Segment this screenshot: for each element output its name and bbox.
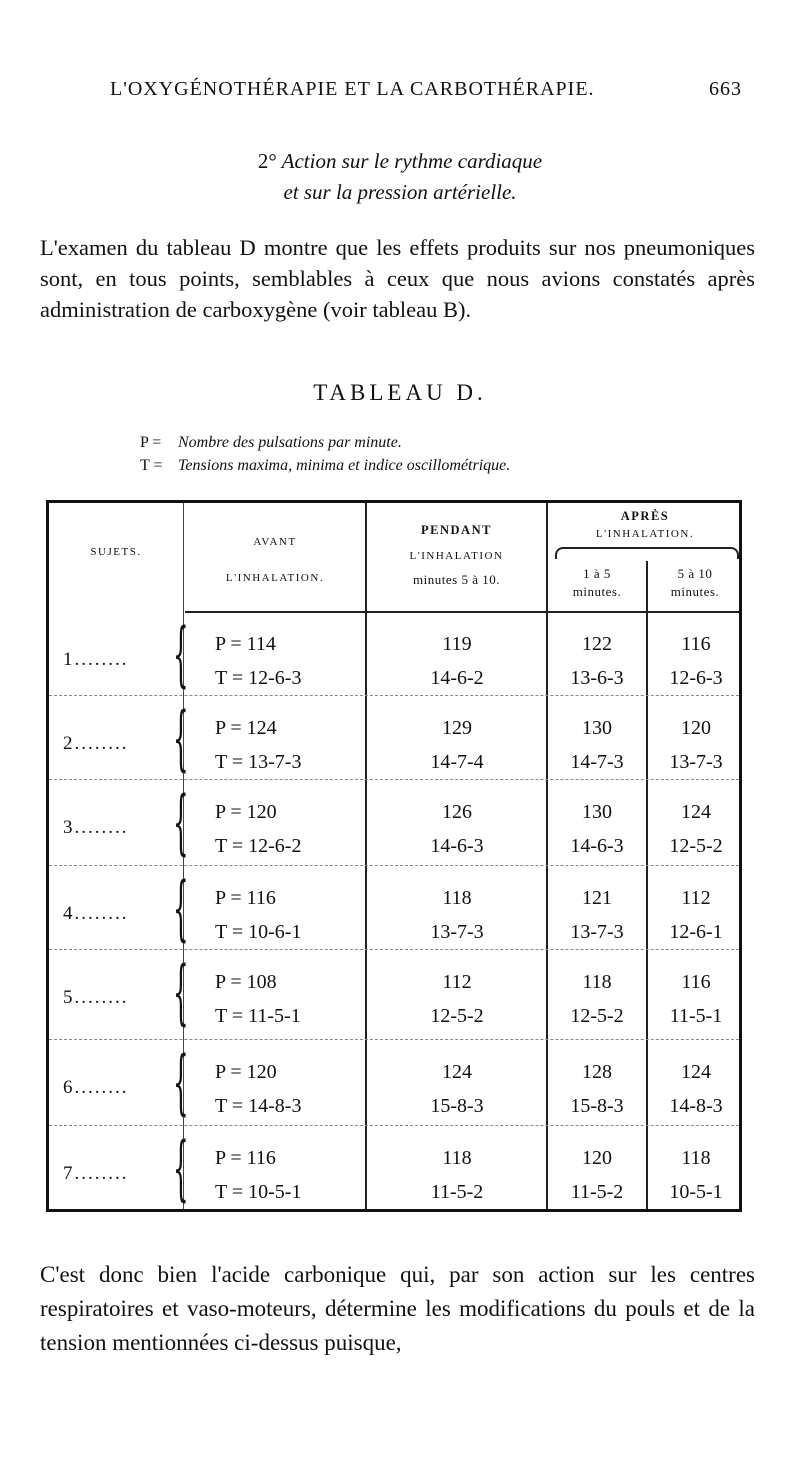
apres2-p: 116 xyxy=(681,971,711,993)
avant-p: P = 116 xyxy=(215,887,276,909)
pendant-t: 14-6-2 xyxy=(430,667,484,689)
pendant-t: 14-6-3 xyxy=(430,835,484,857)
header-apres-2: L'INHALATION. xyxy=(595,528,695,540)
apres2-t: 12-5-2 xyxy=(669,835,723,857)
apres2-p: 118 xyxy=(681,1147,711,1169)
apres1-p: 120 xyxy=(582,1147,612,1169)
avant-t: T = 12-6-2 xyxy=(215,835,302,857)
pendant-t: 13-7-3 xyxy=(430,921,484,943)
subject-label: 6........ xyxy=(63,1077,129,1098)
section-title-line1: Action sur le rythme cardiaque xyxy=(281,149,543,173)
apres1-p: 122 xyxy=(582,633,612,655)
apres2-p: 112 xyxy=(681,887,711,909)
apres1-p: 118 xyxy=(582,971,612,993)
apres2-t: 12-6-3 xyxy=(669,667,723,689)
brace: { xyxy=(173,613,189,695)
running-title: L'OXYGÉNOTHÉRAPIE ET LA CARBOTHÉRAPIE. xyxy=(110,78,595,100)
header-pendant-2: L'INHALATION xyxy=(409,550,504,562)
apres1-t: 14-6-3 xyxy=(570,835,624,857)
pendant-p: 126 xyxy=(442,801,472,823)
header-avant: AVANT xyxy=(253,536,297,548)
apres2-p: 120 xyxy=(681,717,711,739)
brace: { xyxy=(173,781,189,863)
table-row xyxy=(49,1127,739,1233)
subject-label: 1........ xyxy=(63,649,129,670)
header-apres-b-2: minutes. xyxy=(670,584,720,599)
brace: { xyxy=(173,867,189,949)
running-head xyxy=(110,78,742,101)
row-divider xyxy=(49,1125,739,1126)
pendant-t: 15-8-3 xyxy=(430,1095,484,1117)
apres1-t: 13-7-3 xyxy=(570,921,624,943)
row-divider xyxy=(49,949,739,950)
data-table xyxy=(46,500,742,1212)
avant-t: T = 11-5-1 xyxy=(215,1005,301,1027)
avant-p: P = 114 xyxy=(215,633,276,655)
row-divider xyxy=(49,779,739,780)
avant-p: P = 124 xyxy=(215,717,277,739)
legend-p xyxy=(140,432,402,454)
header-apres-brace xyxy=(555,547,739,559)
subject-label: 2........ xyxy=(63,733,129,754)
pendant-p: 119 xyxy=(442,633,472,655)
table-title: TABLEAU D. xyxy=(313,380,487,405)
subject-label: 4........ xyxy=(63,903,129,924)
apres1-p: 128 xyxy=(582,1061,612,1083)
pendant-t: 11-5-2 xyxy=(430,1181,484,1203)
apres2-p: 116 xyxy=(681,633,711,655)
subject-label: 7........ xyxy=(63,1163,129,1184)
header-pendant-3: minutes 5 à 10. xyxy=(413,572,500,587)
apres2-t: 12-6-1 xyxy=(669,921,723,943)
apres1-p: 121 xyxy=(582,887,612,909)
subject-label: 5........ xyxy=(63,987,129,1008)
brace: { xyxy=(173,1127,189,1209)
pendant-p: 118 xyxy=(442,1147,472,1169)
legend-p-text: Nombre des pulsations par minute. xyxy=(178,434,402,451)
apres1-t: 13-6-3 xyxy=(570,667,624,689)
avant-t: T = 10-5-1 xyxy=(215,1181,302,1203)
avant-p: P = 120 xyxy=(215,1061,277,1083)
apres2-p: 124 xyxy=(681,801,711,823)
avant-p: P = 116 xyxy=(215,1147,276,1169)
row-divider xyxy=(49,1039,739,1040)
brace: { xyxy=(173,1041,189,1123)
avant-p: P = 108 xyxy=(215,971,277,993)
avant-t: T = 12-6-3 xyxy=(215,667,302,689)
row-divider xyxy=(49,695,739,696)
paragraph-2: C'est donc bien l'acide carbonique qui, par son action sur les centres respiratoires et vaso-moteurs, détermine les modifications du pouls et de la tension mentionnées ci-dessus puisque, xyxy=(40,1262,755,1355)
pendant-t: 14-7-4 xyxy=(430,751,484,773)
pendant-p: 129 xyxy=(442,717,472,739)
legend-t-text: Tensions maxima, minima et indice oscillométrique. xyxy=(178,457,511,474)
avant-t: T = 10-6-1 xyxy=(215,921,302,943)
header-apres-a-2: minutes. xyxy=(572,584,622,599)
paragraph-1: L'examen du tableau D montre que les effets produits sur nos pneumoniques sont, en tous points, semblables à ceux que nous avions constatés après administration de carboxygène (voir tableau B). xyxy=(40,235,755,322)
subject-label: 3........ xyxy=(63,817,129,838)
legend-t-key: T = xyxy=(140,457,163,474)
legend-t xyxy=(140,455,510,477)
header-apres-b: 5 à 10 xyxy=(677,566,713,581)
pendant-p: 112 xyxy=(442,971,472,993)
legend-p-key: P = xyxy=(140,434,162,451)
apres2-t: 14-8-3 xyxy=(669,1095,723,1117)
avant-t: T = 14-8-3 xyxy=(215,1095,302,1117)
apres1-t: 12-5-2 xyxy=(570,1005,624,1027)
page-number: 663 xyxy=(709,78,742,100)
header-avant-2: L'INHALATION. xyxy=(225,572,325,584)
section-title-line2: et sur la pression artérielle. xyxy=(283,180,517,204)
apres1-t: 15-8-3 xyxy=(570,1095,624,1117)
row-divider xyxy=(49,865,739,866)
header-apres-a: 1 à 5 xyxy=(583,566,611,581)
apres1-p: 130 xyxy=(582,801,612,823)
section-number: 2° xyxy=(257,149,277,173)
pendant-p: 118 xyxy=(442,887,472,909)
apres1-t: 14-7-3 xyxy=(570,751,624,773)
apres2-t: 13-7-3 xyxy=(669,751,723,773)
section-title xyxy=(0,146,800,208)
avant-t: T = 13-7-3 xyxy=(215,751,302,773)
header-pendant: PENDANT xyxy=(421,523,492,537)
apres2-p: 124 xyxy=(681,1061,711,1083)
header-apres: APRÈS xyxy=(620,509,670,523)
brace: { xyxy=(173,951,189,1033)
brace: { xyxy=(173,697,189,779)
apres2-t: 11-5-1 xyxy=(669,1005,723,1027)
apres2-t: 10-5-1 xyxy=(669,1181,723,1203)
avant-p: P = 120 xyxy=(215,801,277,823)
apres1-t: 11-5-2 xyxy=(570,1181,624,1203)
pendant-t: 12-5-2 xyxy=(430,1005,484,1027)
header-sujets: SUJETS. xyxy=(90,546,142,558)
apres1-p: 130 xyxy=(582,717,612,739)
pendant-p: 124 xyxy=(442,1061,472,1083)
